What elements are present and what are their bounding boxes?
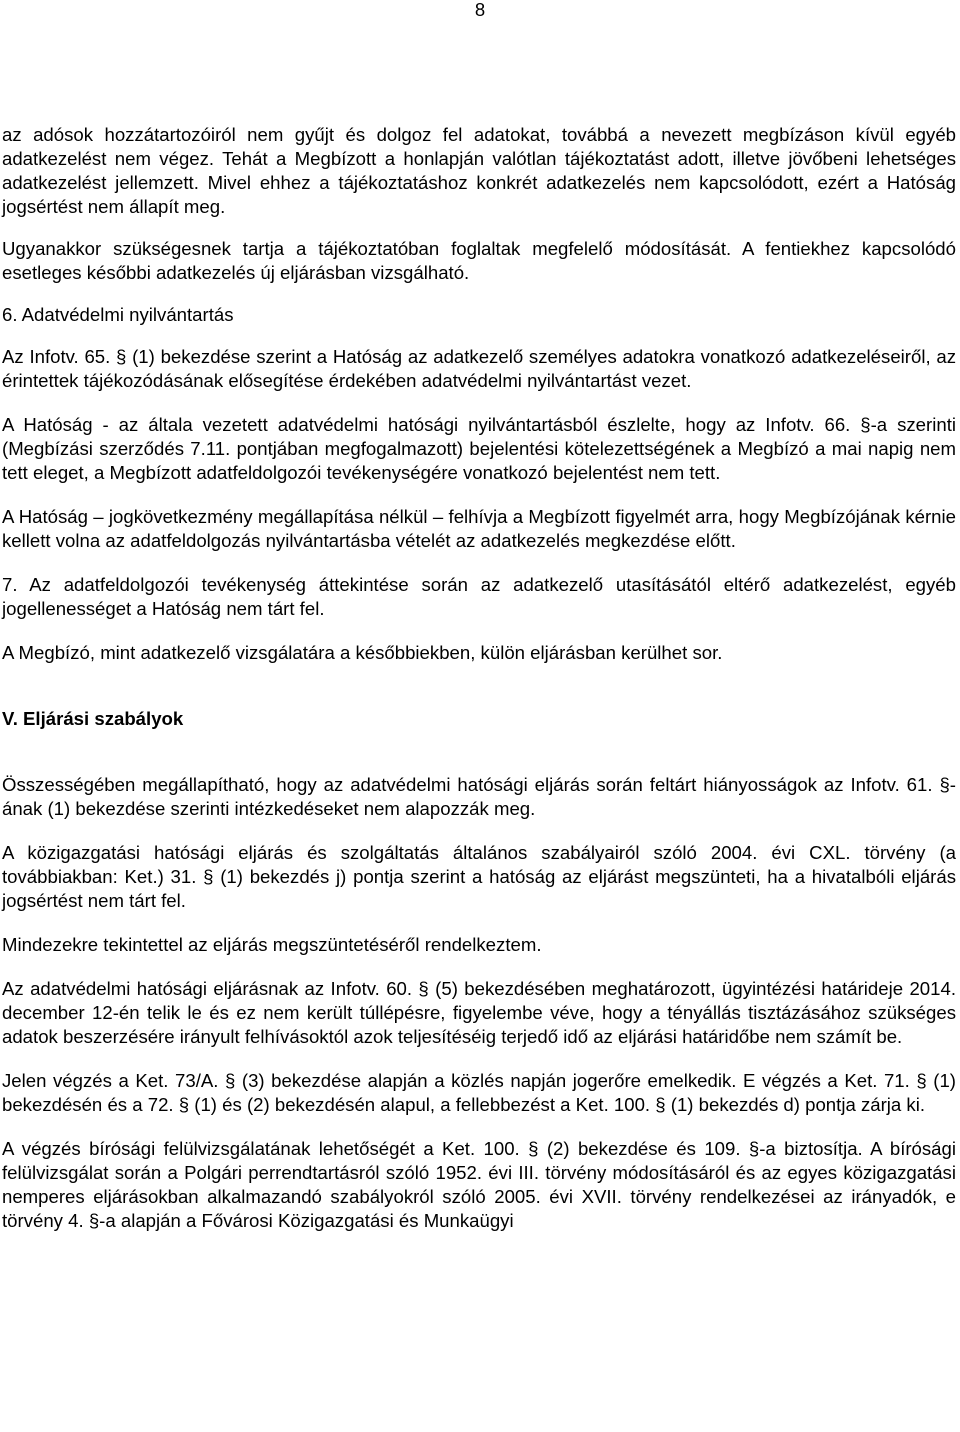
- paragraph: A közigazgatási hatósági eljárás és szolgáltatás általános szabályairól szóló 2004. évi CXL. törvény (a továbbiakban: Ket.) 31. § (1) bekezdés j) pontja szerint a hatóság az eljárást megszünteti, ha a hivatalbóli eljárás jogsértést nem tárt fel.: [2, 842, 956, 911]
- document-body: [2, 123, 956, 1233]
- paragraph: A végzés bírósági felülvizsgálatának lehetőségét a Ket. 100. § (2) bekezdése és 109. §-a biztosítja. A bírósági felülvizsgálat során a Polgári perrendtartásról szóló 1952. évi III. törvény módosításáról és az egyes közigazgatási nemperes eljárásokban alkalmazandó szabályokról szóló 2005. évi XVII. törvény rendelkezései az irányadók, e törvény 4. §-a alapján a Fővárosi Közigazgatási és Munkaügyi: [2, 1138, 956, 1231]
- paragraph: Mindezekre tekintettel az eljárás megszüntetéséről rendelkeztem.: [2, 934, 542, 955]
- paragraph: Ugyanakkor szükségesnek tartja a tájékoztatóban foglaltak megfelelő módosítását. A fentiekhez kapcsolódó esetleges későbbi adatkezelés új eljárásban vizsgálható.: [2, 238, 956, 283]
- section-heading: 6. Adatvédelmi nyilvántartás: [2, 304, 234, 325]
- paragraph: Összességében megállapítható, hogy az adatvédelmi hatósági eljárás során feltárt hiányosságok az Infotv. 61. §-ának (1) bekezdése szerinti intézkedéseket nem alapozzák meg.: [2, 774, 956, 819]
- paragraph: Az adatvédelmi hatósági eljárásnak az Infotv. 60. § (5) bekezdésében meghatározott, ügyintézési határideje 2014. december 12-én telik le és ez nem került túllépésre, figyelembe véve, hogy a tényállás tisztázásához szükséges adatok beszerzésére irányult felhívásoktól azok teljesítéséig terjedő idő az eljárási határidőbe nem számít be.: [2, 978, 956, 1047]
- page-number: 8: [474, 0, 486, 20]
- paragraph: A Hatóság - az általa vezetett adatvédelmi hatósági nyilvántartásból észlelte, hogy az Infotv. 66. §-a szerinti (Megbízási szerződés 7.11. pontjában megfogalmazott) bejelentési kötelezettségének a Megbízó a mai napig nem tett eleget, a Megbízott adatfeldolgozói tevékenységére vonatkozó bejelentést nem tett.: [2, 414, 956, 483]
- paragraph: 7. Az adatfeldolgozói tevékenység áttekintése során az adatkezelő utasításától eltérő adatkezelést, egyéb jogellenességet a Hatóság nem tárt fel.: [2, 574, 956, 619]
- paragraph: A Megbízó, mint adatkezelő vizsgálatára a későbbiekben, külön eljárásban kerülhet sor.: [2, 642, 723, 663]
- paragraph: az adósok hozzátartozóiról nem gyűjt és dolgoz fel adatokat, továbbá a nevezett megbízáson kívül egyéb adatkezelést nem végez. Tehát a Megbízott a honlapján valótlan tájékoztatást adott, illetve jövőbeni lehetséges adatkezelést jellemzett. Mivel ehhez a tájékoztatáshoz konkrét adatkezelés nem kapcsolódott, ezért a Hatóság jogsértést nem állapít meg.: [2, 124, 956, 217]
- paragraph: A Hatóság – jogkövetkezmény megállapítása nélkül – felhívja a Megbízott figyelmét arra, hogy Megbízójának kérnie kellett volna az adatfeldolgozás nyilvántartásba vételét az adatkezelés megkezdése előtt.: [2, 506, 956, 551]
- paragraph: Jelen végzés a Ket. 73/A. § (3) bekezdése alapján a közlés napján jogerőre emelkedik. E végzés a Ket. 71. § (1) bekezdésén és a 72. § (1) és (2) bekezdésén alapul, a fellebbezést a Ket. 100. § (1) bekezdés d) pontja zárja ki.: [2, 1070, 956, 1115]
- paragraph: Az Infotv. 65. § (1) bekezdése szerint a Hatóság az adatkezelő személyes adatokra vonatkozó adatkezeléseiről, az érintettek tájékozódásának elősegítése érdekében adatvédelmi nyilvántartást vezet.: [2, 346, 956, 391]
- chapter-heading: V. Eljárási szabályok: [2, 708, 184, 729]
